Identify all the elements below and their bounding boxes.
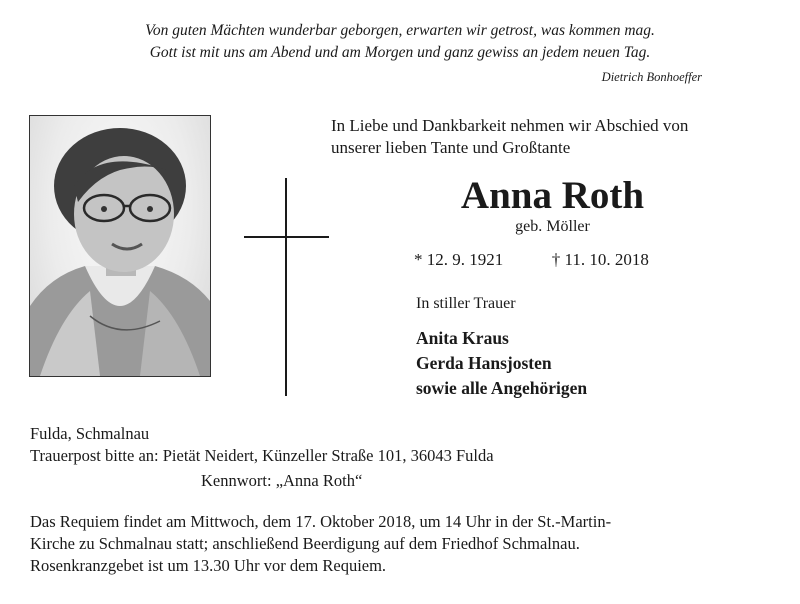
requiem-line-2: Kirche zu Schmalnau statt; anschließend Beerdigung auf dem Friedhof Schmalnau.	[30, 534, 580, 553]
mourner-1: Anita Kraus	[416, 328, 509, 348]
life-dates	[414, 250, 649, 270]
maiden-name: geb. Möller	[515, 218, 590, 235]
condolence-address: Trauerpost bitte an: Pietät Neidert, Künzeller Straße 101, 36043 Fulda	[30, 446, 494, 465]
birth-star-icon: *	[414, 250, 423, 269]
portrait-illustration	[30, 116, 210, 376]
mourner-2: Gerda Hansjosten	[416, 353, 552, 373]
quote-line-2: Gott ist mit uns am Abend und am Morgen und ganz gewiss an jedem neuen Tag.	[149, 44, 651, 61]
latin-cross-icon-horizontal	[244, 236, 329, 238]
mourning-heading: In stiller Trauer	[416, 295, 516, 312]
mourner-3: sowie alle Angehörigen	[416, 378, 588, 398]
bonhoeffer-quote	[0, 20, 800, 64]
quote-line-1: Von guten Mächten wunderbar geborgen, erwarten wir getrost, was kommen mag.	[145, 22, 655, 39]
intro-line-2: unserer lieben Tante und Großtante	[331, 138, 571, 157]
birth-date: 12. 9. 1921	[426, 250, 504, 269]
requiem-info	[30, 511, 611, 577]
intro-line-1: In Liebe und Dankbarkeit nehmen wir Abschied von	[331, 116, 689, 135]
farewell-intro	[331, 115, 688, 159]
mourners-list	[416, 326, 587, 401]
deceased-name: Anna Roth	[460, 174, 645, 217]
death-date: 11. 10. 2018	[564, 250, 649, 269]
requiem-line-3: Rosenkranzgebet ist um 13.30 Uhr vor dem Requiem.	[30, 556, 387, 575]
place-line: Fulda, Schmalnau	[30, 424, 150, 443]
portrait-photo	[29, 115, 211, 377]
quote-author: Dietrich Bonhoeffer	[601, 70, 702, 84]
kennwort-line: Kennwort: „Anna Roth“	[201, 471, 363, 490]
death-dagger-icon: †	[551, 250, 561, 269]
requiem-line-1: Das Requiem findet am Mittwoch, dem 17. Oktober 2018, um 14 Uhr in der St.-Martin-	[30, 512, 612, 531]
